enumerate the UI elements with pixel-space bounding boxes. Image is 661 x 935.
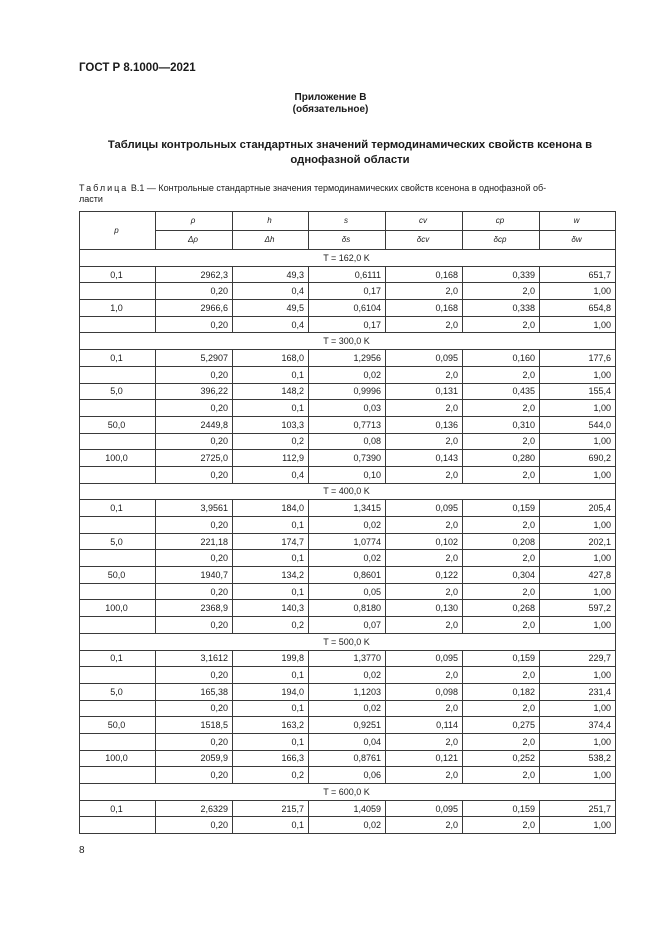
uncertainty-cell: 1,00 [540,316,616,333]
value-cell: 5,2907 [156,350,233,367]
value-cell: 215,7 [233,800,309,817]
value-cell: 1,3415 [309,500,386,517]
section-row [80,333,616,350]
header-w: w [540,212,616,231]
uncertainty-row [80,283,616,300]
uncertainty-row [80,700,616,717]
value-cell: 199,8 [233,650,309,667]
appendix-title: Приложение В [294,92,367,103]
header-rho: ρ [156,212,233,231]
uncertainty-cell: 2,0 [386,400,463,417]
uncertainty-cell: 0,02 [309,550,386,567]
uncertainty-cell: 2,0 [386,700,463,717]
uncertainty-cell: 0,02 [309,700,386,717]
value-cell: 49,3 [233,266,309,283]
uncertainty-cell: 0,1 [233,700,309,717]
pressure-cell: 50,0 [80,567,156,584]
uncertainty-cell: 1,00 [540,517,616,534]
value-cell: 0,6111 [309,266,386,283]
value-cell: 155,4 [540,383,616,400]
pressure-cell: 100,0 [80,750,156,767]
table-row [80,350,616,367]
uncertainty-cell: 2,0 [463,767,540,784]
value-cell: 0,7713 [309,416,386,433]
value-cell: 134,2 [233,567,309,584]
value-cell: 1518,5 [156,717,233,734]
uncertainty-cell: 2,0 [463,583,540,600]
value-cell: 0,168 [386,300,463,317]
value-cell: 597,2 [540,600,616,617]
empty-cell [80,316,156,333]
value-cell: 0,095 [386,500,463,517]
value-cell: 2962,3 [156,266,233,283]
table-row [80,717,616,734]
empty-cell [80,817,156,834]
uncertainty-cell: 2,0 [463,733,540,750]
uncertainty-cell: 0,20 [156,550,233,567]
value-cell: 0,8761 [309,750,386,767]
header-delta-cp: δcp [463,231,540,250]
value-cell: 690,2 [540,450,616,467]
uncertainty-cell: 2,0 [386,316,463,333]
table-row [80,266,616,283]
properties-table [79,211,616,834]
value-cell: 0,130 [386,600,463,617]
empty-cell [80,466,156,483]
uncertainty-cell: 0,2 [233,617,309,634]
uncertainty-cell: 0,20 [156,617,233,634]
uncertainty-row [80,817,616,834]
value-cell: 163,2 [233,717,309,734]
caption-label: Таблица [79,183,129,193]
uncertainty-cell: 0,1 [233,550,309,567]
pressure-cell: 1,0 [80,300,156,317]
value-cell: 0,131 [386,383,463,400]
value-cell: 544,0 [540,416,616,433]
uncertainty-cell: 0,1 [233,817,309,834]
uncertainty-cell: 0,20 [156,817,233,834]
value-cell: 103,3 [233,416,309,433]
table-row [80,533,616,550]
value-cell: 0,8601 [309,567,386,584]
empty-cell [80,400,156,417]
uncertainty-cell: 0,02 [309,517,386,534]
table-row [80,450,616,467]
uncertainty-cell: 1,00 [540,433,616,450]
value-cell: 202,1 [540,533,616,550]
pressure-cell: 5,0 [80,383,156,400]
header-h: h [233,212,309,231]
value-cell: 2368,9 [156,600,233,617]
uncertainty-cell: 2,0 [386,733,463,750]
uncertainty-cell: 0,20 [156,767,233,784]
uncertainty-cell: 0,10 [309,466,386,483]
appendix-status: (обязательное) [292,104,369,115]
value-cell: 1,0774 [309,533,386,550]
uncertainty-cell: 0,20 [156,733,233,750]
value-cell: 221,18 [156,533,233,550]
uncertainty-cell: 0,1 [233,667,309,684]
table-row [80,750,616,767]
value-cell: 654,8 [540,300,616,317]
uncertainty-row [80,667,616,684]
value-cell: 0,9996 [309,383,386,400]
value-cell: 251,7 [540,800,616,817]
uncertainty-cell: 2,0 [463,400,540,417]
header-cp: cp [463,212,540,231]
uncertainty-cell: 0,20 [156,433,233,450]
uncertainty-cell: 2,0 [386,767,463,784]
uncertainty-cell: 2,0 [386,617,463,634]
uncertainty-cell: 2,0 [463,617,540,634]
value-cell: 148,2 [233,383,309,400]
table-caption [79,183,619,205]
empty-cell [80,617,156,634]
uncertainty-cell: 0,02 [309,817,386,834]
uncertainty-cell: 0,2 [233,433,309,450]
value-cell: 177,6 [540,350,616,367]
section-row [80,633,616,650]
value-cell: 0,159 [463,800,540,817]
value-cell: 49,5 [233,300,309,317]
section-row [80,483,616,500]
value-cell: 0,102 [386,533,463,550]
uncertainty-row [80,583,616,600]
uncertainty-cell: 2,0 [386,583,463,600]
value-cell: 0,252 [463,750,540,767]
header-delta-cv: δcv [386,231,463,250]
uncertainty-cell: 2,0 [386,550,463,567]
uncertainty-cell: 2,0 [463,283,540,300]
uncertainty-cell: 2,0 [386,366,463,383]
value-cell: 174,7 [233,533,309,550]
value-cell: 0,168 [386,266,463,283]
uncertainty-cell: 1,00 [540,366,616,383]
uncertainty-cell: 0,17 [309,283,386,300]
pressure-cell: 50,0 [80,416,156,433]
uncertainty-cell: 1,00 [540,550,616,567]
appendix-heading [0,92,661,116]
value-cell: 1,2956 [309,350,386,367]
uncertainty-cell: 1,00 [540,667,616,684]
empty-cell [80,733,156,750]
uncertainty-row [80,316,616,333]
value-cell: 184,0 [233,500,309,517]
uncertainty-cell: 0,03 [309,400,386,417]
value-cell: 1,1203 [309,683,386,700]
uncertainty-cell: 0,20 [156,517,233,534]
table-row [80,416,616,433]
uncertainty-cell: 2,0 [463,466,540,483]
uncertainty-cell: 0,1 [233,583,309,600]
value-cell: 0,310 [463,416,540,433]
empty-cell [80,283,156,300]
value-cell: 0,143 [386,450,463,467]
uncertainty-cell: 1,00 [540,733,616,750]
uncertainty-cell: 2,0 [386,517,463,534]
value-cell: 168,0 [233,350,309,367]
uncertainty-cell: 0,1 [233,400,309,417]
pressure-cell: 5,0 [80,533,156,550]
uncertainty-row [80,517,616,534]
uncertainty-cell: 0,2 [233,767,309,784]
table-row [80,500,616,517]
pressure-cell: 0,1 [80,500,156,517]
uncertainty-cell: 0,20 [156,667,233,684]
uncertainty-row [80,366,616,383]
table-body [80,212,616,834]
uncertainty-row [80,400,616,417]
value-cell: 0,9251 [309,717,386,734]
value-cell: 2449,8 [156,416,233,433]
value-cell: 2059,9 [156,750,233,767]
temperature-section-label: T = 600,0 K [80,784,616,801]
value-cell: 166,3 [233,750,309,767]
empty-cell [80,366,156,383]
section-row [80,784,616,801]
uncertainty-cell: 1,00 [540,700,616,717]
uncertainty-cell: 0,08 [309,433,386,450]
uncertainty-row [80,767,616,784]
uncertainty-cell: 0,1 [233,366,309,383]
uncertainty-cell: 0,04 [309,733,386,750]
value-cell: 538,2 [540,750,616,767]
pressure-cell: 50,0 [80,717,156,734]
temperature-section-label: T = 400,0 K [80,483,616,500]
header-delta-s: δs [309,231,386,250]
table-row [80,650,616,667]
value-cell: 651,7 [540,266,616,283]
uncertainty-row [80,617,616,634]
caption-text-continued: ласти [79,194,103,204]
uncertainty-cell: 0,07 [309,617,386,634]
value-cell: 0,268 [463,600,540,617]
pressure-cell: 0,1 [80,650,156,667]
uncertainty-cell: 0,20 [156,366,233,383]
uncertainty-cell: 0,20 [156,700,233,717]
uncertainty-cell: 0,06 [309,767,386,784]
value-cell: 0,435 [463,383,540,400]
header-p: p [80,212,156,250]
value-cell: 2966,6 [156,300,233,317]
uncertainty-cell: 0,4 [233,316,309,333]
value-cell: 0,280 [463,450,540,467]
document-code: ГОСТ Р 8.1000—2021 [79,62,196,74]
value-cell: 0,339 [463,266,540,283]
pressure-cell: 100,0 [80,450,156,467]
value-cell: 140,3 [233,600,309,617]
value-cell: 3,1612 [156,650,233,667]
uncertainty-cell: 1,00 [540,400,616,417]
value-cell: 2,6329 [156,800,233,817]
value-cell: 374,4 [540,717,616,734]
header-s: s [309,212,386,231]
page-number: 8 [79,845,85,856]
header-uncertainty-row [80,231,616,250]
uncertainty-cell: 2,0 [463,817,540,834]
table-row [80,683,616,700]
table-row [80,600,616,617]
section-row [80,250,616,267]
caption-text: — Контрольные стандартные значения термодинамических свойств ксенона в однофазной об- [146,183,547,193]
value-cell: 1,3770 [309,650,386,667]
uncertainty-cell: 1,00 [540,283,616,300]
value-cell: 0,159 [463,500,540,517]
value-cell: 2725,0 [156,450,233,467]
value-cell: 0,338 [463,300,540,317]
pressure-cell: 0,1 [80,800,156,817]
table-row [80,300,616,317]
caption-number: В.1 [130,183,145,193]
empty-cell [80,700,156,717]
uncertainty-cell: 1,00 [540,767,616,784]
empty-cell [80,767,156,784]
uncertainty-cell: 0,02 [309,366,386,383]
value-cell: 194,0 [233,683,309,700]
value-cell: 0,095 [386,650,463,667]
uncertainty-cell: 0,20 [156,283,233,300]
uncertainty-cell: 0,20 [156,400,233,417]
uncertainty-cell: 1,00 [540,466,616,483]
uncertainty-cell: 2,0 [463,433,540,450]
value-cell: 0,122 [386,567,463,584]
temperature-section-label: T = 162,0 K [80,250,616,267]
value-cell: 0,6104 [309,300,386,317]
uncertainty-cell: 2,0 [463,366,540,383]
uncertainty-cell: 0,20 [156,466,233,483]
empty-cell [80,583,156,600]
pressure-cell: 100,0 [80,600,156,617]
value-cell: 0,114 [386,717,463,734]
value-cell: 112,9 [233,450,309,467]
header-delta-w: δw [540,231,616,250]
value-cell: 427,8 [540,567,616,584]
uncertainty-row [80,550,616,567]
uncertainty-cell: 0,05 [309,583,386,600]
value-cell: 0,182 [463,683,540,700]
uncertainty-cell: 2,0 [463,316,540,333]
uncertainty-cell: 0,20 [156,316,233,333]
uncertainty-cell: 1,00 [540,583,616,600]
uncertainty-cell: 2,0 [463,700,540,717]
uncertainty-cell: 2,0 [463,667,540,684]
header-cv: cv [386,212,463,231]
uncertainty-cell: 0,20 [156,583,233,600]
value-cell: 0,095 [386,350,463,367]
value-cell: 0,304 [463,567,540,584]
uncertainty-cell: 0,4 [233,283,309,300]
value-cell: 1940,7 [156,567,233,584]
uncertainty-cell: 2,0 [386,433,463,450]
value-cell: 0,8180 [309,600,386,617]
uncertainty-cell: 0,02 [309,667,386,684]
table-row [80,383,616,400]
value-cell: 165,38 [156,683,233,700]
value-cell: 0,098 [386,683,463,700]
value-cell: 0,121 [386,750,463,767]
temperature-section-label: T = 500,0 K [80,633,616,650]
value-cell: 396,22 [156,383,233,400]
empty-cell [80,433,156,450]
value-cell: 0,160 [463,350,540,367]
uncertainty-cell: 2,0 [386,283,463,300]
uncertainty-cell: 0,1 [233,517,309,534]
uncertainty-cell: 2,0 [463,517,540,534]
value-cell: 229,7 [540,650,616,667]
empty-cell [80,517,156,534]
value-cell: 231,4 [540,683,616,700]
uncertainty-cell: 0,1 [233,733,309,750]
empty-cell [80,667,156,684]
value-cell: 0,208 [463,533,540,550]
pressure-cell: 0,1 [80,350,156,367]
uncertainty-row [80,466,616,483]
value-cell: 0,159 [463,650,540,667]
header-delta-rho: Δρ [156,231,233,250]
value-cell: 0,275 [463,717,540,734]
uncertainty-cell: 0,4 [233,466,309,483]
pressure-cell: 5,0 [80,683,156,700]
value-cell: 0,7390 [309,450,386,467]
uncertainty-cell: 2,0 [386,466,463,483]
table-row [80,800,616,817]
value-cell: 0,136 [386,416,463,433]
uncertainty-row [80,733,616,750]
uncertainty-cell: 0,17 [309,316,386,333]
header-row [80,212,616,231]
uncertainty-cell: 2,0 [386,817,463,834]
pressure-cell: 0,1 [80,266,156,283]
uncertainty-row [80,433,616,450]
uncertainty-cell: 2,0 [463,550,540,567]
uncertainty-cell: 1,00 [540,817,616,834]
empty-cell [80,550,156,567]
table-row [80,567,616,584]
header-delta-h: Δh [233,231,309,250]
section-title: Таблицы контрольных стандартных значений термодинамических свойств ксенона в однофазной области [107,139,593,166]
uncertainty-cell: 2,0 [386,667,463,684]
value-cell: 3,9561 [156,500,233,517]
uncertainty-cell: 1,00 [540,617,616,634]
value-cell: 0,095 [386,800,463,817]
temperature-section-label: T = 300,0 K [80,333,616,350]
value-cell: 205,4 [540,500,616,517]
value-cell: 1,4059 [309,800,386,817]
